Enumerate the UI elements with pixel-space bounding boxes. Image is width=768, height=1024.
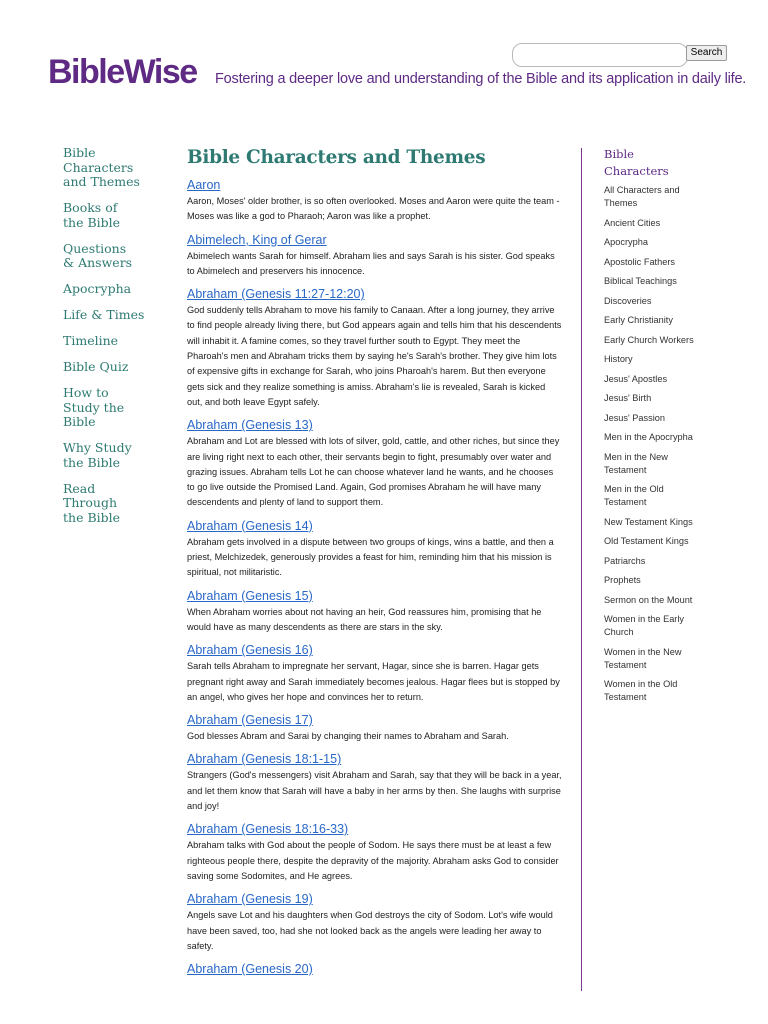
right-nav-item-line: Early Church Workers bbox=[604, 334, 694, 345]
entry-description: Strangers (God's messengers) visit Abraham and Sarah, say that they will be back in a year, and let them know that Sarah will have a baby in her arms by then. She laughs with surprise and joy! bbox=[187, 770, 562, 812]
right-nav-item-line: Church bbox=[604, 627, 634, 637]
entry-title-link[interactable]: Abraham (Genesis 18:1-15) bbox=[187, 752, 342, 767]
entry-description: God suddenly tells Abraham to move his family to Canaan. After a long journey, they arrive to find people already living there, but God appears again and tells him that his descendents will inhabit it. A famine comes, so they travel further south to Egypt. They meet the Pharoah's men and Abraham tricks them by saying he's Sarah's brother. They give him lots of expensive gifts in exchange for Sarah, who joins Pharoah's harem. But then everyone gets sick and they realize something is amiss. Abraham's lie is revealed, Sarah is kicked out, and both leave Egypt safely. bbox=[187, 305, 562, 407]
entry-title-link[interactable]: Abraham (Genesis 13) bbox=[187, 418, 313, 433]
right-nav-item-early-church-workers[interactable] bbox=[604, 334, 729, 347]
site-logo[interactable]: BibleWise bbox=[48, 53, 197, 91]
right-nav-item-line: Women in the Old bbox=[604, 679, 678, 689]
right-nav-item-line: Testament bbox=[604, 692, 647, 702]
left-nav-item-line: How to bbox=[63, 385, 109, 400]
left-nav-item-line: Timeline bbox=[63, 333, 119, 348]
left-nav-item-line: Bible bbox=[63, 414, 96, 429]
right-nav-heading bbox=[604, 146, 729, 179]
main-content bbox=[187, 146, 563, 985]
entry-item bbox=[187, 417, 563, 510]
entry-item bbox=[187, 891, 563, 954]
right-nav-list bbox=[604, 184, 729, 704]
entry-description: Angels save Lot and his daughters when God destroys the city of Sodom. Lot's wife would have been saved, too, had she not looked back as the angels were leading her away to safety. bbox=[187, 910, 553, 951]
entry-title-link[interactable]: Abraham (Genesis 15) bbox=[187, 588, 313, 603]
left-nav-item-line: Apocrypha bbox=[63, 281, 132, 296]
right-nav-item-line: Testament bbox=[604, 497, 647, 507]
left-nav-item-line: Read bbox=[63, 480, 96, 496]
entry-list bbox=[187, 177, 563, 978]
right-nav-item-line: Women in the New bbox=[604, 646, 682, 657]
right-nav-item-line: Discoveries bbox=[604, 295, 652, 306]
entry-description: Abraham gets involved in a dispute between two groups of kings, wins a battle, and then a priest, Melchizedek, generously provides a feast for him, reminding him that his mission is spiritual, not militaristic. bbox=[187, 536, 554, 578]
left-nav-item-line: Characters bbox=[63, 159, 134, 175]
entry-item bbox=[187, 642, 563, 705]
right-nav-heading-line: Characters bbox=[604, 163, 669, 178]
right-nav-item-old-testament-kings[interactable] bbox=[604, 535, 729, 548]
page-title: Bible Characters and Themes bbox=[187, 147, 486, 168]
right-nav-item-line: Prophets bbox=[604, 575, 641, 585]
left-nav-item-line: Study the bbox=[63, 399, 125, 415]
left-nav-item-line: and Themes bbox=[63, 174, 140, 189]
left-nav-item-line: the Bible bbox=[63, 454, 121, 470]
right-nav-item-line: Men in the Old bbox=[604, 484, 664, 494]
right-nav-item-line: Women in the Early bbox=[604, 614, 685, 624]
right-nav-item-patriarchs[interactable] bbox=[604, 555, 729, 568]
right-nav-item-men-in-the-old-testament[interactable] bbox=[604, 483, 729, 509]
left-nav-item-books-of-the-bible[interactable] bbox=[63, 201, 153, 230]
left-nav bbox=[63, 146, 153, 537]
left-nav-item-line: the Bible bbox=[63, 214, 121, 230]
right-nav-item-line: Apocrypha bbox=[604, 237, 648, 247]
entry-item bbox=[187, 588, 563, 636]
left-nav-item-read-through-the-bible[interactable] bbox=[63, 482, 153, 526]
right-nav-item-line: Biblical Teachings bbox=[604, 276, 677, 286]
search-button[interactable]: Search bbox=[686, 45, 727, 61]
right-nav-item-line: History bbox=[604, 354, 633, 364]
left-nav-item-line: Books of bbox=[63, 200, 118, 215]
right-nav-item-sermon-on-the-mount[interactable] bbox=[604, 594, 729, 607]
entry-item bbox=[187, 286, 563, 410]
left-nav-item-line: Why Study bbox=[63, 440, 132, 455]
right-nav-item-line: New Testament Kings bbox=[604, 516, 693, 527]
right-nav-item-line: Patriarchs bbox=[604, 555, 646, 566]
right-nav-item-prophets[interactable] bbox=[604, 574, 729, 587]
left-nav-item-line: Bible bbox=[63, 145, 96, 160]
right-nav-item-line: Jesus' Passion bbox=[604, 412, 665, 423]
entry-title-link[interactable]: Abraham (Genesis 19) bbox=[187, 892, 313, 907]
right-nav-item-women-in-the-new-testament[interactable] bbox=[604, 646, 729, 672]
entry-item bbox=[187, 712, 563, 744]
entry-title-link[interactable]: Abraham (Genesis 16) bbox=[187, 643, 313, 658]
right-nav-item-line: Men in the Apocrypha bbox=[604, 432, 693, 442]
left-nav-item-life-times[interactable] bbox=[63, 308, 153, 323]
entry-item bbox=[187, 821, 563, 884]
entry-description: Abimelech wants Sarah for himself. Abraham lies and says Sarah is his sister. God speaks to Abimelech and preservers his innocence. bbox=[187, 250, 555, 276]
site-tagline: Fostering a deeper love and understanding of the Bible and its application in daily life. bbox=[215, 71, 747, 87]
left-nav-item-line: Life & Times bbox=[63, 307, 145, 322]
entry-title-link[interactable]: Abraham (Genesis 17) bbox=[187, 713, 313, 728]
entry-item bbox=[187, 232, 563, 280]
entry-description: Sarah tells Abraham to impregnate her servant, Hagar, since she is barren. Hagar gets pregnant right away and Sarah immediately becomes jealous. Hagar flees but is stopped by an angel, who gives her hope and convinces her to return. bbox=[187, 661, 560, 702]
entry-title-link[interactable]: Abraham (Genesis 18:16-33) bbox=[187, 822, 349, 837]
entry-description: When Abraham worries about not having an heir, God reassures him, promising that he would have as many descendents as there are stars in the sky. bbox=[187, 606, 542, 632]
left-nav-item-line: Questions bbox=[63, 240, 127, 256]
right-nav-item-men-in-the-new-testament[interactable] bbox=[604, 451, 729, 477]
right-nav-item-line: Testament bbox=[604, 464, 647, 475]
right-nav bbox=[604, 146, 729, 711]
left-nav-item-apocrypha[interactable] bbox=[63, 282, 153, 297]
column-divider bbox=[581, 148, 582, 991]
right-nav-item-history[interactable] bbox=[604, 353, 729, 366]
right-nav-item-ancient-cities[interactable] bbox=[604, 217, 729, 230]
entry-item bbox=[187, 961, 563, 978]
right-nav-heading-line: Bible bbox=[604, 147, 634, 161]
right-nav-item-apostolic-fathers[interactable] bbox=[604, 256, 729, 269]
entry-description: Abraham talks with God about the people of Sodom. He says there must be at least a few righteous people there, despite the depravity of the majority. Abraham asks God to consider saving some Sodomites, and He agrees. bbox=[187, 840, 559, 881]
left-nav-item-questions-answers[interactable] bbox=[63, 242, 153, 271]
right-nav-item-new-testament-kings[interactable] bbox=[604, 516, 729, 529]
entry-item bbox=[187, 518, 563, 581]
left-nav-item-line: Bible Quiz bbox=[63, 359, 129, 374]
right-nav-item-line: Jesus' Apostles bbox=[604, 373, 668, 384]
entry-description: Aaron, Moses' older brother, is so often overlooked. Moses and Aaron were quite the team - Moses was like a god to Pharaoh; Aaron was like a prophet. bbox=[187, 196, 560, 222]
right-nav-item-all-characters-and-themes[interactable] bbox=[604, 184, 729, 210]
left-nav-item-how-to-study-the-bible[interactable] bbox=[63, 386, 153, 430]
right-nav-item-line: Testament bbox=[604, 659, 647, 670]
left-nav-item-why-study-the-bible[interactable] bbox=[63, 441, 153, 470]
right-nav-item-women-in-the-old-testament[interactable] bbox=[604, 678, 729, 704]
entry-description: God blesses Abram and Sarai by changing their names to Abraham and Sarah. bbox=[187, 731, 509, 742]
right-nav-item-line: Themes bbox=[604, 198, 638, 208]
right-nav-item-early-christianity[interactable] bbox=[604, 314, 729, 327]
left-nav-item-line: Through bbox=[63, 495, 117, 510]
entry-title-link[interactable]: Aaron bbox=[187, 178, 221, 192]
left-nav-item-bible-characters-and-themes[interactable] bbox=[63, 146, 153, 190]
right-nav-item-jesus-birth[interactable] bbox=[604, 392, 729, 405]
right-nav-item-line: Jesus' Birth bbox=[604, 393, 652, 403]
entry-title-link[interactable]: Abraham (Genesis 20) bbox=[187, 962, 313, 977]
right-nav-item-jesus-apostles[interactable] bbox=[604, 373, 729, 386]
entry-item bbox=[187, 751, 563, 814]
left-nav-item-bible-quiz[interactable] bbox=[63, 360, 153, 375]
right-nav-item-men-in-the-apocrypha[interactable] bbox=[604, 431, 729, 444]
entry-title-link[interactable]: Abraham (Genesis 14) bbox=[187, 518, 313, 533]
right-nav-item-line: Sermon on the Mount bbox=[604, 594, 693, 605]
entry-title-link[interactable]: Abraham (Genesis 11:27-12:20) bbox=[187, 287, 365, 302]
right-nav-item-line: Old Testament Kings bbox=[604, 536, 689, 546]
right-nav-item-line: Men in the New bbox=[604, 451, 668, 462]
search-input[interactable] bbox=[512, 43, 688, 67]
right-nav-item-women-in-the-early-church[interactable] bbox=[604, 613, 729, 639]
right-nav-item-jesus-passion[interactable] bbox=[604, 412, 729, 425]
right-nav-item-line: Apostolic Fathers bbox=[604, 256, 675, 267]
left-nav-item-timeline[interactable] bbox=[63, 334, 153, 349]
entry-description: Abraham and Lot are blessed with lots of silver, gold, cattle, and other riches, but since they are living right next to each other, their servants begin to fight, presumably over water and grazing issues. Abraham tells Lot he can choose whatever land he wants, and he chooses to go live outside the Promised Land. Again, God promises Abraham he will have many descendents and plenty of land to support them. bbox=[187, 436, 560, 508]
left-nav-item-line: the Bible bbox=[63, 509, 121, 525]
right-nav-item-line: All Characters and bbox=[604, 185, 680, 195]
left-nav-item-line: & Answers bbox=[63, 255, 133, 270]
entry-item bbox=[187, 177, 563, 225]
right-nav-item-biblical-teachings[interactable] bbox=[604, 275, 729, 288]
entry-title-link[interactable]: Abimelech, King of Gerar bbox=[187, 232, 327, 247]
right-nav-item-line: Early Christianity bbox=[604, 315, 673, 325]
right-nav-item-discoveries[interactable] bbox=[604, 295, 729, 308]
right-nav-item-apocrypha[interactable] bbox=[604, 236, 729, 249]
right-nav-item-line: Ancient Cities bbox=[604, 217, 661, 228]
